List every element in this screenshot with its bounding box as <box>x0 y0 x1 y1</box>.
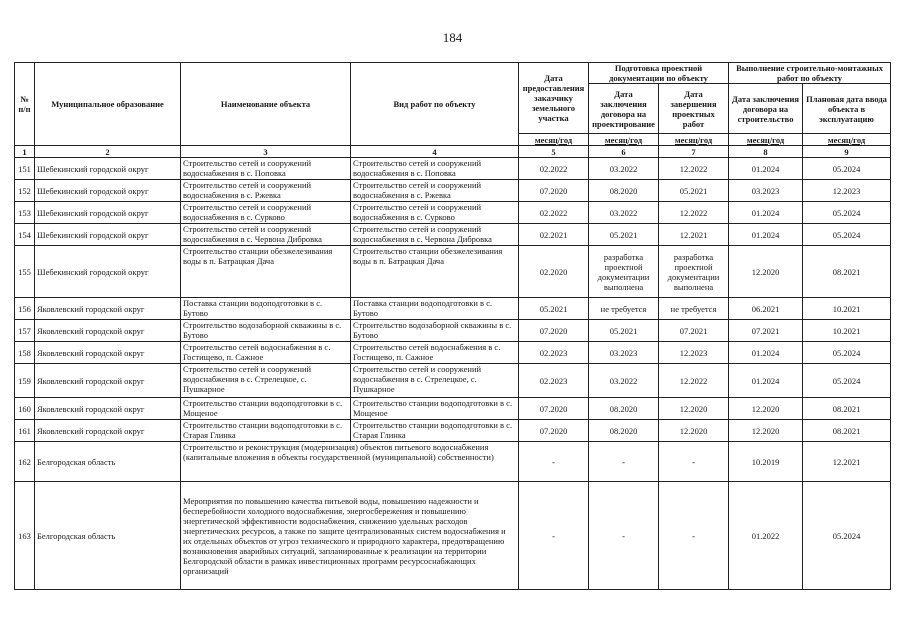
row-number: 159 <box>15 364 35 398</box>
header-commission-date: Плановая дата ввода объекта в эксплуатацию <box>803 84 891 134</box>
header-design-finish: Дата завершения проектных работ <box>659 84 729 134</box>
row-design-contract: 03.2022 <box>589 158 659 180</box>
row-land-date: 05.2021 <box>519 298 589 320</box>
row-land-date: 07.2020 <box>519 320 589 342</box>
row-design-contract: не требуется <box>589 298 659 320</box>
unit-label: месяц/год <box>519 134 589 146</box>
header-municipality: Муниципальное образование <box>35 63 181 146</box>
row-municipality: Шебекинский городской округ <box>35 224 181 246</box>
row-design-contract: 03.2022 <box>589 202 659 224</box>
row-commission-date: 05.2024 <box>803 202 891 224</box>
table-row <box>15 320 891 342</box>
row-number: 155 <box>15 246 35 298</box>
table-row <box>15 442 891 482</box>
header-group-design: Подготовка проектной документации по объекту <box>589 63 729 84</box>
row-land-date: 02.2022 <box>519 202 589 224</box>
row-number: 158 <box>15 342 35 364</box>
row-object-name: Строительство станции водоподготовки в с. Мощеное <box>181 398 351 420</box>
row-design-finish: 12.2022 <box>659 202 729 224</box>
row-work-kind: Строительство сетей водоснабжения в с. Гостищево, п. Сажное <box>351 342 519 364</box>
row-commission-date: 08.2021 <box>803 246 891 298</box>
row-land-date: 02.2022 <box>519 158 589 180</box>
table-row <box>15 298 891 320</box>
header-object-name: Наименование объекта <box>181 63 351 146</box>
table-row <box>15 342 891 364</box>
table-row <box>15 246 891 298</box>
row-land-date: 07.2020 <box>519 180 589 202</box>
row-object-name: Поставка станции водоподготовки в с. Бутово <box>181 298 351 320</box>
column-number: 3 <box>181 146 351 158</box>
row-municipality: Шебекинский городской округ <box>35 202 181 224</box>
column-number: 9 <box>803 146 891 158</box>
column-number: 7 <box>659 146 729 158</box>
row-design-contract: 03.2022 <box>589 364 659 398</box>
row-land-date: 02.2020 <box>519 246 589 298</box>
row-design-contract: 08.2020 <box>589 398 659 420</box>
row-municipality: Яковлевский городской округ <box>35 320 181 342</box>
row-municipality: Белгородская область <box>35 442 181 482</box>
row-number: 163 <box>15 482 35 590</box>
row-commission-date: 05.2024 <box>803 158 891 180</box>
document-table <box>14 62 891 590</box>
row-object-name: Строительство сетей и сооружений водоснабжения в с. Ржевка <box>181 180 351 202</box>
row-land-date: 02.2021 <box>519 224 589 246</box>
row-land-date: - <box>519 482 589 590</box>
header-land-date: Дата предоставления заказчику земельного участка <box>519 63 589 134</box>
row-design-finish: - <box>659 482 729 590</box>
row-build-contract: 03.2023 <box>729 180 803 202</box>
row-design-finish: 12.2023 <box>659 342 729 364</box>
row-commission-date: 05.2024 <box>803 224 891 246</box>
row-design-finish: 12.2020 <box>659 420 729 442</box>
table-row <box>15 398 891 420</box>
unit-label: месяц/год <box>659 134 729 146</box>
row-number: 153 <box>15 202 35 224</box>
row-design-finish: 12.2020 <box>659 398 729 420</box>
row-object-name: Строительство сетей водоснабжения в с. Гостищево, п. Сажное <box>181 342 351 364</box>
row-design-contract: 08.2020 <box>589 420 659 442</box>
column-number: 2 <box>35 146 181 158</box>
row-commission-date: 05.2024 <box>803 364 891 398</box>
header-num: № п/п <box>15 63 35 146</box>
row-design-contract: 03.2023 <box>589 342 659 364</box>
row-build-contract: 01.2024 <box>729 342 803 364</box>
row-municipality: Шебекинский городской округ <box>35 246 181 298</box>
row-commission-date: 12.2023 <box>803 180 891 202</box>
column-number: 8 <box>729 146 803 158</box>
row-build-contract: 01.2022 <box>729 482 803 590</box>
row-work-kind: Поставка станции водоподготовки в с. Бутово <box>351 298 519 320</box>
row-number: 160 <box>15 398 35 420</box>
row-work-kind: Строительство водозаборной скважины в с. Бутово <box>351 320 519 342</box>
row-commission-date: 12.2021 <box>803 442 891 482</box>
column-number: 6 <box>589 146 659 158</box>
table-row <box>15 482 891 590</box>
page-number: 184 <box>442 30 463 45</box>
row-commission-date: 05.2024 <box>803 342 891 364</box>
row-land-date: 07.2020 <box>519 420 589 442</box>
row-design-finish: 12.2022 <box>659 158 729 180</box>
row-commission-date: 08.2021 <box>803 420 891 442</box>
row-land-date: 07.2020 <box>519 398 589 420</box>
row-build-contract: 06.2021 <box>729 298 803 320</box>
unit-label: месяц/год <box>803 134 891 146</box>
row-work-kind: Строительство сетей и сооружений водоснабжения в с. Стрелецкое, с. Пушкарное <box>351 364 519 398</box>
row-build-contract: 10.2019 <box>729 442 803 482</box>
row-work-kind: Строительство станции обезжелезивания воды в п. Батрацкая Дача <box>351 246 519 298</box>
table-row <box>15 420 891 442</box>
row-work-kind: Строительство станции водоподготовки в с. Мощеное <box>351 398 519 420</box>
row-build-contract: 01.2024 <box>729 224 803 246</box>
row-build-contract: 12.2020 <box>729 246 803 298</box>
row-municipality: Яковлевский городской округ <box>35 420 181 442</box>
row-work-kind: Строительство сетей и сооружений водоснабжения в с. Ржевка <box>351 180 519 202</box>
row-number: 157 <box>15 320 35 342</box>
header-work-kind: Вид работ по объекту <box>351 63 519 146</box>
row-number: 151 <box>15 158 35 180</box>
row-design-finish: 05.2021 <box>659 180 729 202</box>
row-municipality: Яковлевский городской округ <box>35 298 181 320</box>
row-number: 162 <box>15 442 35 482</box>
row-object-name: Строительство водозаборной скважины в с. Бутово <box>181 320 351 342</box>
column-number: 1 <box>15 146 35 158</box>
row-design-finish: не требуется <box>659 298 729 320</box>
row-build-contract: 01.2024 <box>729 364 803 398</box>
row-work-kind: Строительство станции водоподготовки в с. Старая Глинка <box>351 420 519 442</box>
row-number: 154 <box>15 224 35 246</box>
row-design-finish: 12.2022 <box>659 364 729 398</box>
row-design-finish: - <box>659 442 729 482</box>
row-commission-date: 10.2021 <box>803 320 891 342</box>
row-build-contract: 01.2024 <box>729 202 803 224</box>
unit-label: месяц/год <box>729 134 803 146</box>
row-land-date: - <box>519 442 589 482</box>
unit-label: месяц/год <box>589 134 659 146</box>
row-design-finish: 12.2021 <box>659 224 729 246</box>
row-municipality: Шебекинский городской округ <box>35 180 181 202</box>
row-commission-date: 08.2021 <box>803 398 891 420</box>
header-design-contract: Дата заключения договора на проектирование <box>589 84 659 134</box>
row-object-name: Строительство сетей и сооружений водоснабжения в с. Червона Дибровка <box>181 224 351 246</box>
row-municipality: Яковлевский городской округ <box>35 364 181 398</box>
row-number: 161 <box>15 420 35 442</box>
row-municipality: Белгородская область <box>35 482 181 590</box>
row-design-contract: 05.2021 <box>589 224 659 246</box>
header-build-contract: Дата заключения договора на строительство <box>729 84 803 134</box>
row-object-name: Строительство станции обезжелезивания воды в п. Батрацкая Дача <box>181 246 351 298</box>
row-design-contract: - <box>589 482 659 590</box>
row-land-date: 02.2023 <box>519 342 589 364</box>
row-number: 152 <box>15 180 35 202</box>
table-row <box>15 364 891 398</box>
column-number: 4 <box>351 146 519 158</box>
row-commission-date: 05.2024 <box>803 482 891 590</box>
row-object-name: Строительство сетей и сооружений водоснабжения в с. Поповка <box>181 158 351 180</box>
row-municipality: Шебекинский городской округ <box>35 158 181 180</box>
row-municipality: Яковлевский городской округ <box>35 342 181 364</box>
column-number: 5 <box>519 146 589 158</box>
row-work-kind: Строительство сетей и сооружений водоснабжения в с. Поповка <box>351 158 519 180</box>
row-object-name: Строительство сетей и сооружений водоснабжения в с. Сурково <box>181 202 351 224</box>
row-commission-date: 10.2021 <box>803 298 891 320</box>
row-number: 156 <box>15 298 35 320</box>
row-build-contract: 01.2024 <box>729 158 803 180</box>
table-row <box>15 180 891 202</box>
row-object-name: Строительство и реконструкция (модернизация) объектов питьевого водоснабжения (капитальные вложения в объекты государственной (муниципальной) собственности) <box>181 442 519 482</box>
row-object-name: Строительство станции водоподготовки в с. Старая Глинка <box>181 420 351 442</box>
row-build-contract: 12.2020 <box>729 398 803 420</box>
row-land-date: 02.2023 <box>519 364 589 398</box>
row-design-contract: 08.2020 <box>589 180 659 202</box>
row-object-name: Мероприятия по повышению качества питьевой воды, повышению надежности и бесперебойности холодного водоснабжения, энергосбережения и повышению энергетической эффективности водоснабжения, снижению удельных расходов энергетических ресурсов, а также по защите централизованных систем водоснабжения и их отдельных объектов от угроз технического и природного характера, предотвращению возникновения аварийных ситуаций, запланированные к реализации на территории Белгородской области в рамках инвестиционных программ ресурсоснабжающих организаций <box>181 482 519 590</box>
row-work-kind: Строительство сетей и сооружений водоснабжения в с. Сурково <box>351 202 519 224</box>
table-row <box>15 158 891 180</box>
row-design-finish: разработка проектной документации выполнена <box>659 246 729 298</box>
row-build-contract: 07.2021 <box>729 320 803 342</box>
table-row <box>15 202 891 224</box>
row-build-contract: 12.2020 <box>729 420 803 442</box>
row-municipality: Яковлевский городской округ <box>35 398 181 420</box>
row-work-kind: Строительство сетей и сооружений водоснабжения в с. Червона Дибровка <box>351 224 519 246</box>
header-group-build: Выполнение строительно-монтажных работ по объекту <box>729 63 891 84</box>
table-row <box>15 224 891 246</box>
row-design-finish: 07.2021 <box>659 320 729 342</box>
row-design-contract: разработка проектной документации выполнена <box>589 246 659 298</box>
row-design-contract: 05.2021 <box>589 320 659 342</box>
row-object-name: Строительство сетей и сооружений водоснабжения в с. Стрелецкое, с. Пушкарное <box>181 364 351 398</box>
row-design-contract: - <box>589 442 659 482</box>
